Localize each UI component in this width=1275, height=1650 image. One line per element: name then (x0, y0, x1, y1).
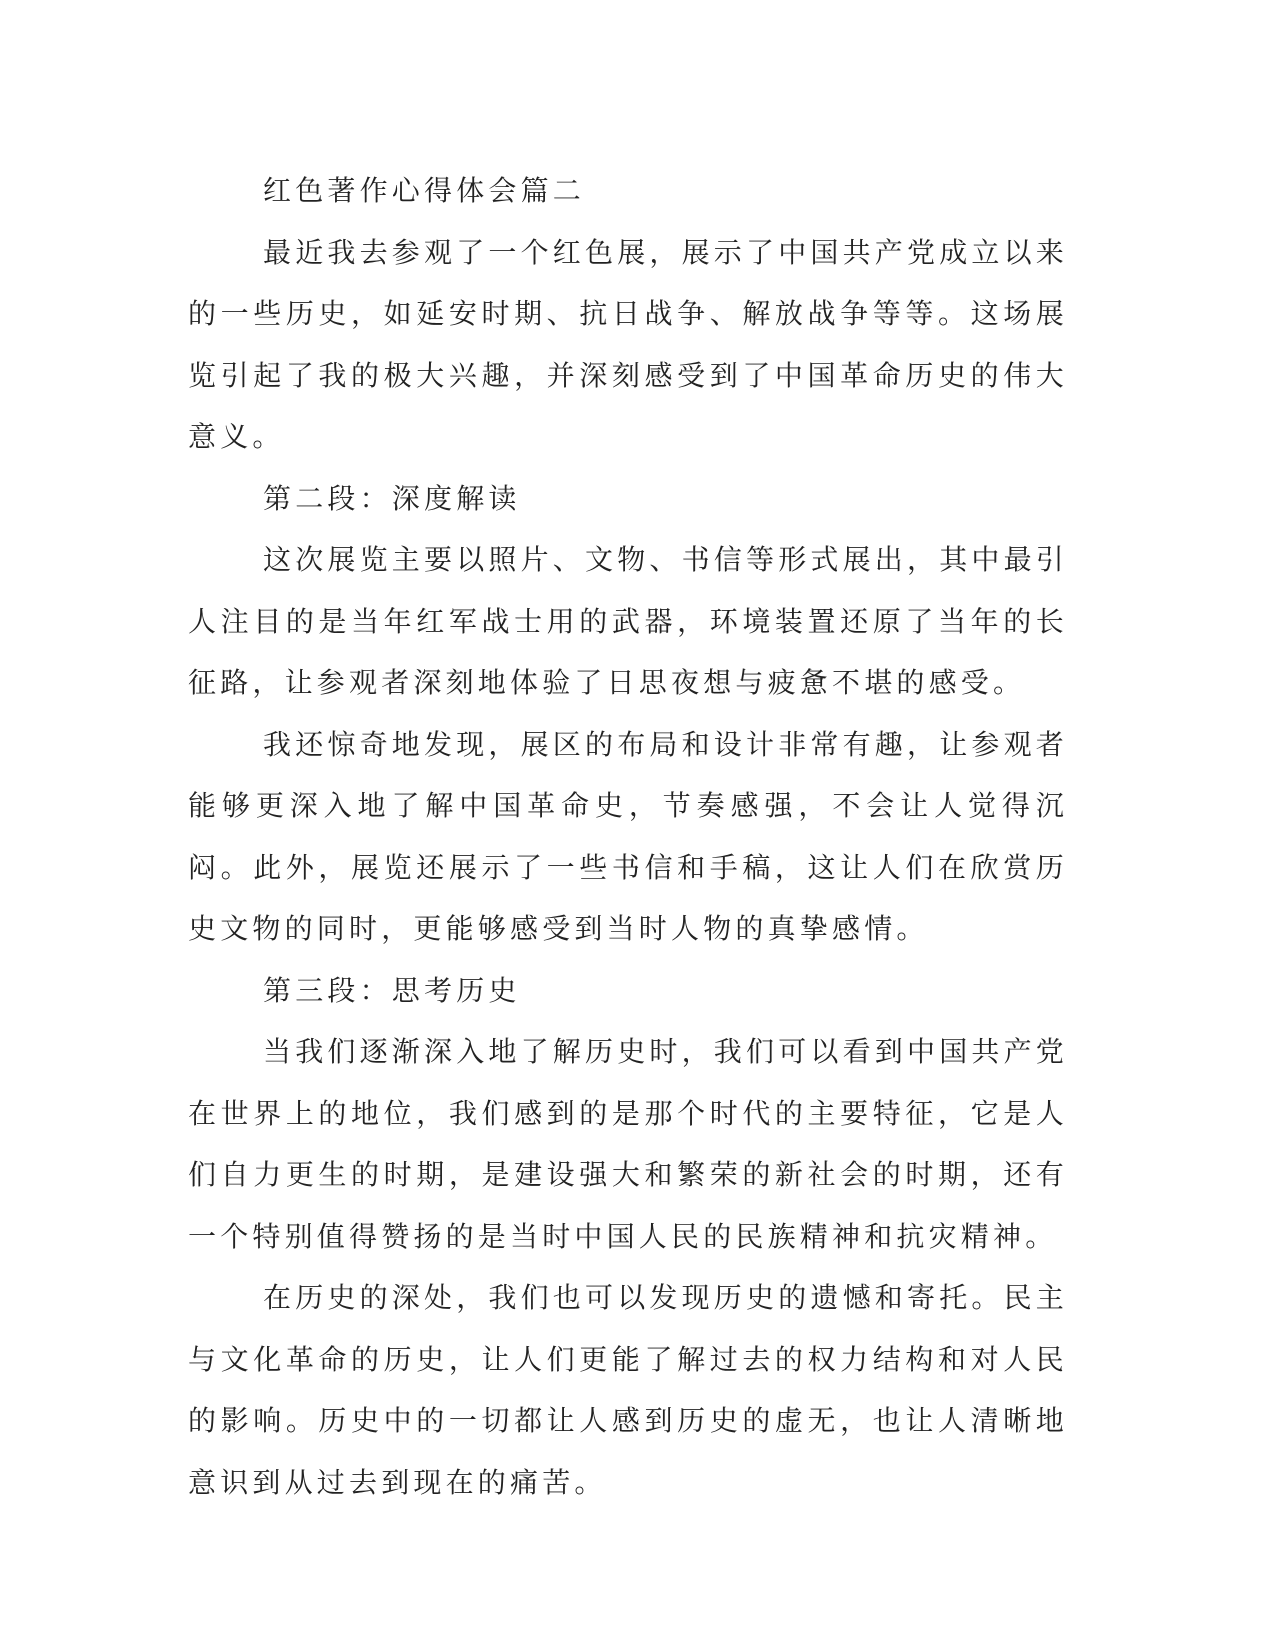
section-heading-2: 第二段：深度解读 (263, 481, 521, 515)
paragraph-intro: 最近我去参观了一个红色展，展示了中国共产党成立以来的一些历史，如延安时期、抗日战争、解放战争等等。这场展览引起了我的极大兴趣，并深刻感受到了中国革命历史的伟大意义。 (188, 235, 1069, 453)
paragraph-history: 当我们逐渐深入地了解历史时，我们可以看到中国共产党在世界上的地位，我们感到的是那个时代的主要特征，它是人们自力更生的时期，是建设强大和繁荣的新社会的时期，还有一个特别值得赞扬的是当时中国人民的民族精神和抗灾精神。 (188, 1035, 1069, 1253)
document-body (188, 160, 1068, 1513)
section-heading-3: 第三段：思考历史 (263, 973, 521, 1007)
paragraph-exhibit: 这次展览主要以照片、文物、书信等形式展出，其中最引人注目的是当年红军战士用的武器，环境装置还原了当年的长征路，让参观者深刻地体验了日思夜想与疲惫不堪的感受。 (188, 543, 1069, 699)
document-title: 红色著作心得体会篇二 (263, 174, 586, 207)
paragraph-design: 我还惊奇地发现，展区的布局和设计非常有趣，让参观者能够更深入地了解中国革命史，节奏感强，不会让人觉得沉闷。此外，展览还展示了一些书信和手稿，这让人们在欣赏历史文物的同时，更能够感受到当时人物的真挚感情。 (188, 727, 1069, 945)
paragraph-reflection: 在历史的深处，我们也可以发现历史的遗憾和寄托。民主与文化革命的历史，让人们更能了解过去的权力结构和对人民的影响。历史中的一切都让人感到历史的虚无，也让人清晰地意识到从过去到现在的痛苦。 (188, 1281, 1069, 1499)
